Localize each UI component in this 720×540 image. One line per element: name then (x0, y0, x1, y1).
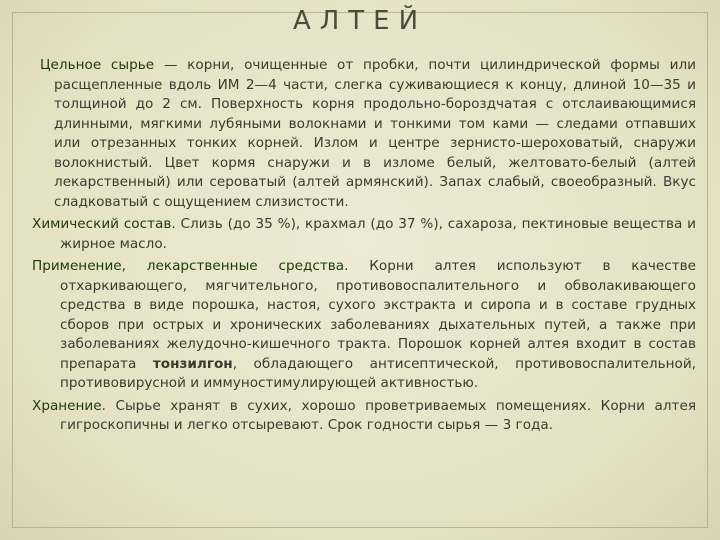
paragraph-raw-material (28, 56, 696, 212)
paragraph-chemical-composition (28, 215, 696, 254)
heading-storage: Хранение. (32, 397, 106, 414)
text-application-after: , обладающего антисептической, противовоспалительной, противовирусной и иммуностимулирующей активностью. (60, 355, 696, 391)
paragraph-storage (28, 397, 696, 436)
text-storage: Сырье хранят в сухих, хорошо проветриваемых помещениях. Корни алтея гигроскопичны и легко отсыревают. Срок годности сырья — 3 года. (60, 397, 696, 433)
heading-chemical-composition: Химический состав. (32, 216, 176, 232)
paragraph-application (28, 257, 696, 394)
heading-application: Применение, лекарственные средства. (32, 258, 349, 274)
content-body (28, 56, 696, 439)
heading-raw-material: Цельное сырье (40, 57, 155, 73)
text-chemical-composition: Слизь (до 35 %), крахмал (до 37 %), сахароза, пектиновые вещества и жирное масло. (60, 216, 696, 252)
drug-name-tonsilgon: тонзилгон (152, 355, 233, 372)
text-raw-material: — корни, очищенные от пробки, почти цилиндрической формы или расщепленные вдоль ИМ 2—4 части, слегка суживающиеся к концу, длиной 10—35 и толщиной до 2 см. Поверхность корня продольно-бороздчатая с отслаивающимися длинными, мягкими лубяными волокнами и тонкими том ками — следами отпавших или отрезанных тонких корней. Излом и центре зернисто-шероховатый, снаружи волокнистый. Цвет кормя снаружи и в изломе белый, желтовато-белый (алтей лекарственный) или сероватый (алтей армянский). Запах слабый, своеобразный. Вкус сладковатый с ощущением слизистости. (54, 57, 696, 210)
text-application-before: Корни алтея используют в качестве отхаркивающего, мягчительного, противовоспалительного и обволакивающего средства в виде порошка, настоя, сухого экстракта и сиропа и в составе грудных сборов при острых и хронических заболеваниях дыхательных путей, а также при заболеваниях желудочно-кишечного тракта. Порошок корней алтея входит в состав препарата (60, 258, 697, 372)
slide-title: АЛТЕЙ (292, 6, 428, 36)
